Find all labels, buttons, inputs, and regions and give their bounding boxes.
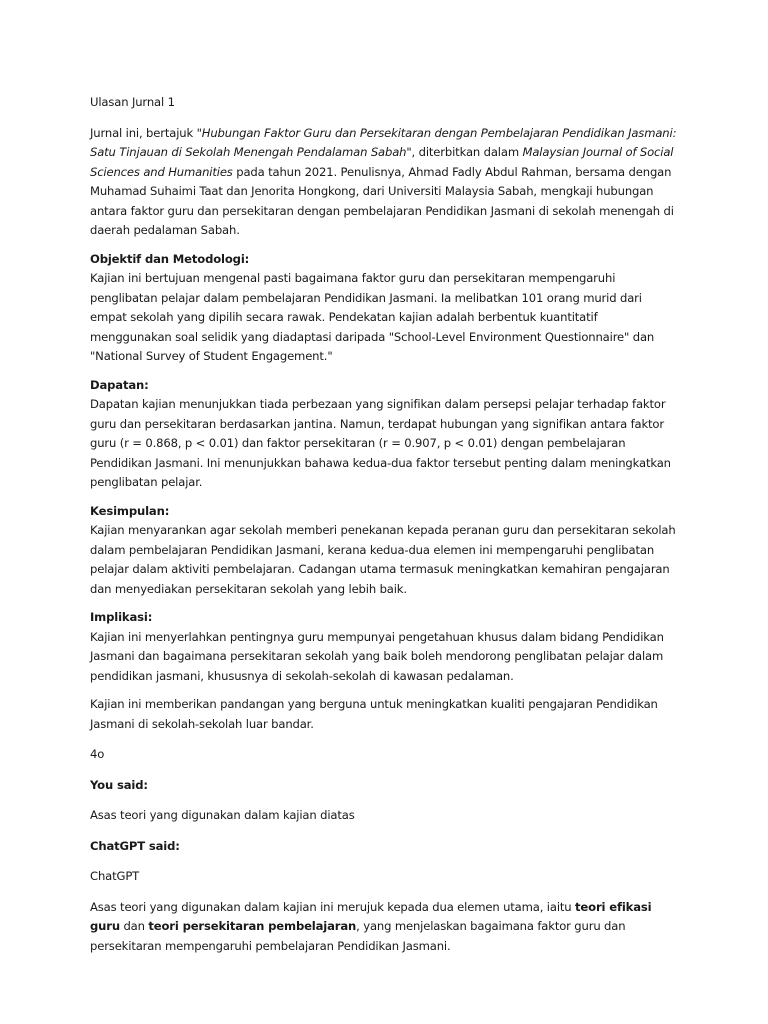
intro-paragraph — [90, 124, 678, 241]
section-heading-objektif: Objektif dan Metodologi: — [90, 251, 250, 266]
section-body-dapatan: Dapatan kajian menunjukkan tiada perbezaan yang signifikan dalam persepsi pelajar terhadap faktor guru dan persekitaran berdasarkan jantina. Namun, terdapat hubungan yang signifikan antara faktor guru (r = 0.868, p < 0.01) dan faktor persekitaran (r = 0.907, p < 0.01) dengan pembelajaran Pendidikan Jasmani. Ini menunjukkan bahawa kedua-dua faktor tersebut penting dalam meningkatkan penglibatan pelajar. — [90, 397, 671, 489]
intro-text-2: ", diterbitkan dalam — [406, 145, 523, 159]
chatgpt-name: ChatGPT — [90, 869, 140, 883]
section-body-implikasi: Kajian ini menyerlahkan pentingnya guru mempunyai pengetahuan khusus dalam bidang Pendidikan Jasmani dan bagaimana persekitaran sekolah yang baik boleh mendorong penglibatan pelajar dalam pendidikan jasmani, khususnya di sekolah-sekolah di kawasan pedalaman. — [90, 629, 664, 683]
user-question: Asas teori yang digunakan dalam kajian diatas — [90, 808, 355, 822]
intro-text-1: Jurnal ini, bertajuk " — [90, 125, 202, 140]
answer-paragraph — [90, 898, 678, 957]
section-objektif — [90, 250, 678, 367]
answer-bold-teori-efikasi: teori efikasi guru — [90, 899, 652, 933]
section-heading-implikasi: Implikasi: — [90, 610, 153, 624]
section-heading-dapatan: Dapatan: — [90, 377, 149, 392]
model-label: 4o — [90, 747, 105, 761]
answer-text-3: , yang menjelaskan bagaimana faktor guru dan persekitaran mempengaruhi pembelajaran Pendidikan Jasmani. — [90, 919, 626, 953]
section-implikasi — [90, 608, 678, 686]
answer-bold-teori-persekitaran: teori persekitaran pembelajaran — [148, 919, 357, 933]
section-dapatan — [90, 376, 678, 493]
section-heading-kesimpulan: Kesimpulan: — [90, 503, 170, 518]
chatgpt-said-label-text: ChatGPT said: — [90, 838, 180, 853]
answer-text-2: dan — [119, 919, 149, 933]
journal-name: Malaysian Journal of Social Sciences and Humanities — [90, 145, 674, 179]
section-body-kesimpulan: Kajian menyarankan agar sekolah memberi penekanan kepada peranan guru dan persekitaran sekolah dalam pembelajaran Pendidikan Jasmani, kerana kedua-dua elemen ini mempengaruhi penglibatan pelajar dalam aktiviti pembelajaran. Cadangan utama termasuk meningkatkan kemahiran pengajaran dan menyediakan persekitaran sekolah yang lebih baik. — [90, 523, 676, 596]
section-body-objektif: Kajian ini bertujuan mengenal pasti bagaimana faktor guru dan persekitaran mempengaruhi penglibatan pelajar dalam pembelajaran Pendidikan Jasmani. Ia melibatkan 101 orang murid dari empat sekolah yang dipilih secara rawak. Pendekatan kajian adalah berbentuk kuantitatif menggunakan soal selidik yang diadaptasi daripada "School-Level Environment Questionnaire" dan "National Survey of Student Engagement." — [90, 271, 655, 363]
section-kesimpulan — [90, 502, 678, 600]
closing-paragraph: Kajian ini memberikan pandangan yang berguna untuk meningkatkan kualiti pengajaran Pendidikan Jasmani di sekolah-sekolah luar bandar. — [90, 697, 658, 731]
you-said-label-text: You said: — [90, 777, 148, 792]
intro-text-3: pada tahun 2021. Penulisnya, Ahmad Fadly Abdul Rahman, bersama dengan Muhamad Suhaimi Taat dan Jenorita Hongkong, dari Universiti Malaysia Sabah, mengkaji hubungan antara faktor guru dan persekitaran dengan pembelajaran Pendidikan Jasmani di sekolah menengah di daerah pedalaman Sabah. — [90, 164, 674, 237]
document-title: Ulasan Jurnal 1 — [90, 95, 175, 109]
journal-article-title: Hubungan Faktor Guru dan Persekitaran dengan Pembelajaran Pendidikan Jasmani: Satu Tinjauan di Sekolah Menengah Pendalaman Sabah — [90, 125, 677, 159]
chatgpt-said-label — [90, 837, 678, 857]
answer-text-1: Asas teori yang digunakan dalam kajian ini merujuk kepada dua elemen utama, iaitu — [90, 899, 576, 914]
you-said-label — [90, 776, 678, 796]
